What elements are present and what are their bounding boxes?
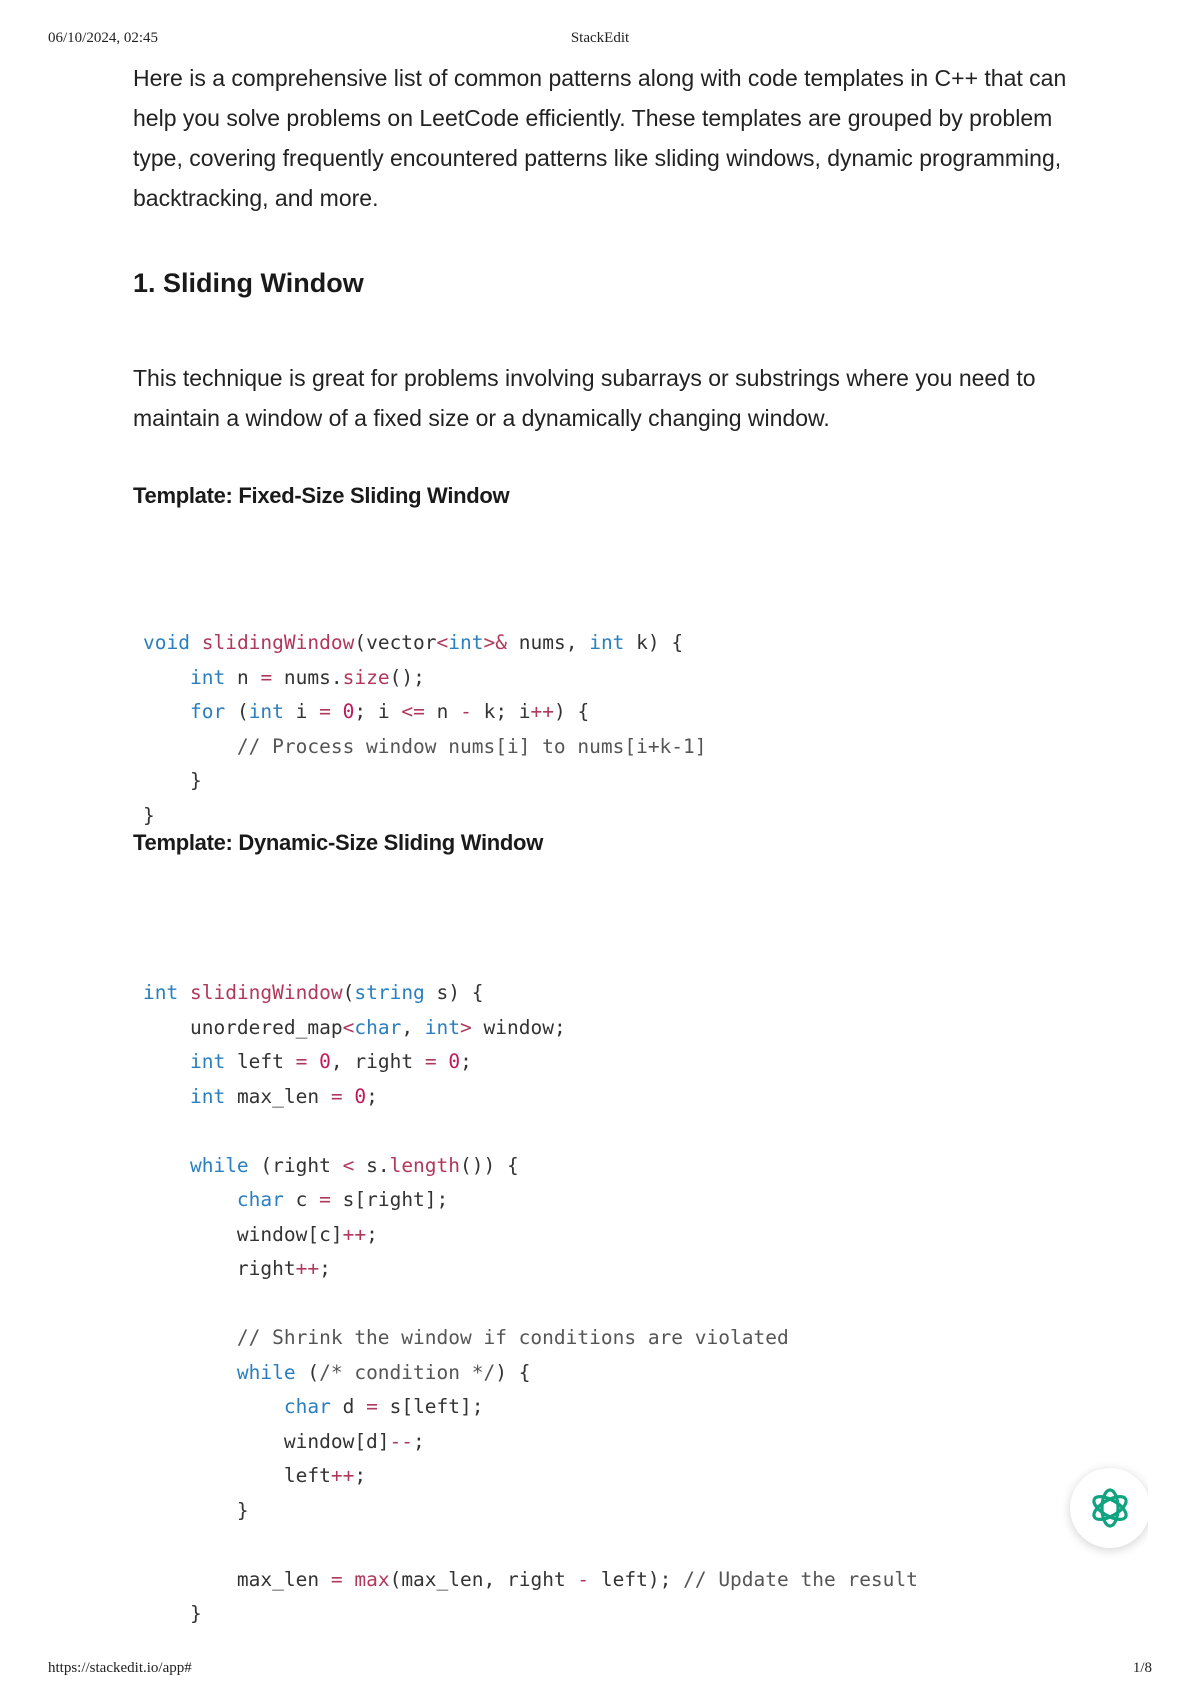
print-header (48, 30, 1152, 50)
template-title-dynamic: Template: Dynamic-Size Sliding Window (133, 830, 544, 855)
chatgpt-logo-icon (1086, 1484, 1134, 1532)
document-content (133, 58, 1073, 1625)
section-title: 1. Sliding Window (133, 268, 364, 298)
template-title-fixed: Template: Fixed-Size Sliding Window (133, 483, 510, 508)
print-footer (48, 1660, 1152, 1680)
code-block-dynamic: int slidingWindow(string s) { unordered_map<char, int> window; int left = 0, right = 0; int max_len = 0; while (right < s.length()) { char c = s[right]; window[c]++; right++; // Shrink the window if conditions are violated while (/* condition */) { char d = s[left]; window[d]--; left++; } max_len = max(max_len, right - left); // Update the result } (143, 981, 918, 1625)
section-description: This technique is great for problems involving subarrays or substrings where you need to maintain a window of a fixed size or a dynamically changing window. (133, 365, 1036, 431)
intro-paragraph: Here is a comprehensive list of common patterns along with code templates in C++ that can help you solve problems on LeetCode efficiently. These templates are grouped by problem type, covering frequently encountered patterns like sliding windows, dynamic programming, backtracking, and more. (133, 65, 1067, 211)
print-title: StackEdit (570, 30, 630, 46)
assistant-button[interactable] (1070, 1468, 1150, 1548)
print-datetime: 06/10/2024, 02:45 (48, 30, 159, 46)
page-number: 1/8 (1132, 1660, 1152, 1676)
code-block-fixed: void slidingWindow(vector<int>& nums, int k) { int n = nums.size(); for (int i = 0; i <= n - k; i++) { // Process window nums[i] to nums[i+k-1] } } (143, 631, 707, 827)
print-url: https://stackedit.io/app# (48, 1660, 192, 1676)
page-edge-mask (1148, 1460, 1200, 1560)
